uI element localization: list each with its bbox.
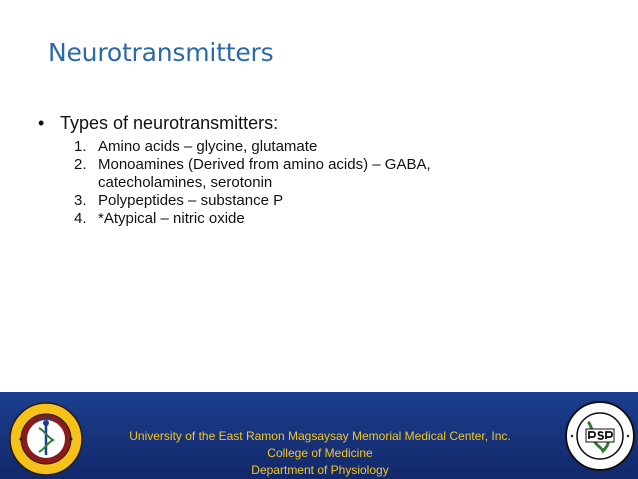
psp-society-seal-icon: [564, 400, 636, 472]
list-item-number: 1.: [74, 138, 87, 155]
slide-content: [38, 112, 598, 228]
numbered-list: [74, 138, 598, 228]
list-item-text: Polypeptides – substance P: [98, 192, 284, 209]
list-item-text: *Atypical – nitric oxide: [98, 210, 245, 227]
footer-department: Department of Physiology: [251, 463, 389, 477]
footer-university: University of the East Ramon Magsaysay Memorial Medical Center, Inc.: [129, 429, 511, 443]
bullet-icon: •: [38, 113, 45, 133]
list-item-number: 3.: [74, 192, 87, 209]
list-item-text: Amino acids – glycine, glutamate: [98, 138, 318, 155]
footer-institution: [110, 428, 530, 479]
list-item: [74, 156, 598, 192]
list-item: [74, 138, 598, 156]
uerm-college-seal-icon: [8, 401, 84, 477]
list-item-number: 4.: [74, 210, 87, 227]
footer-college: College of Medicine: [267, 446, 373, 460]
bullet-text: Types of neurotransmitters:: [60, 113, 279, 133]
slide-title: Neurotransmitters: [48, 38, 274, 67]
list-item: [74, 210, 598, 228]
list-item-number: 2.: [74, 156, 87, 173]
list-item: [74, 192, 598, 210]
list-item-text: Monoamines (Derived from amino acids) – GABA, catecholamines, serotonin: [98, 156, 431, 191]
bullet-item: [38, 112, 598, 134]
